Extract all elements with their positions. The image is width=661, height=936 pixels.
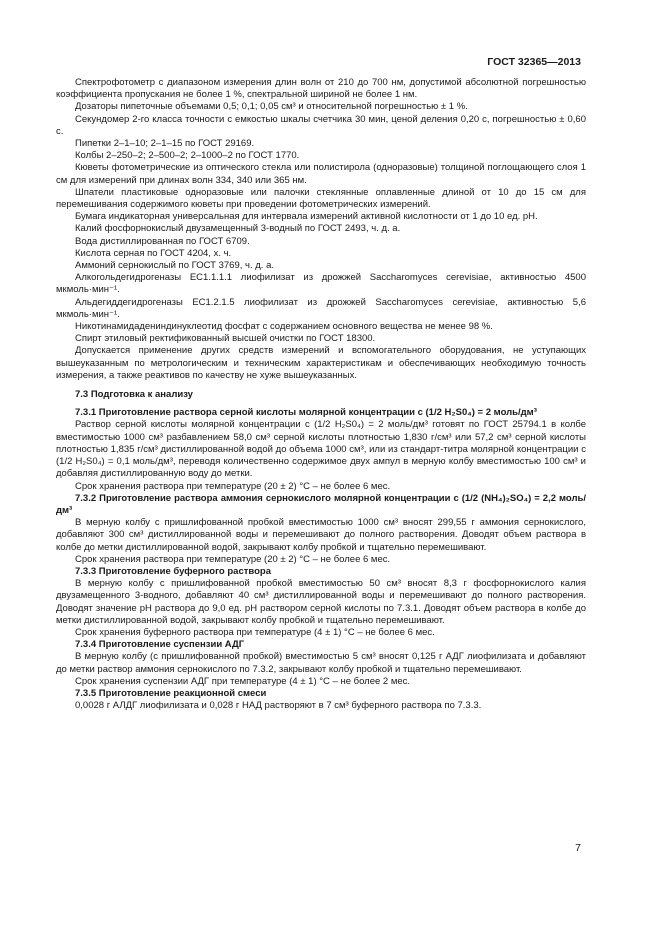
paragraph: Кислота серная по ГОСТ 4204, х. ч. xyxy=(75,247,232,259)
paragraph: В мерную колбу (с пришлифованной пробкой) вместимостью 5 см³ вносят 0,125 г АДГ лиофилизата и добавляют до метки раствор аммония сернокислого по 7.3.2, закрывают колбу пробкой и тщательно перемешивают. xyxy=(56,651,586,675)
paragraph: Раствор серной кислоты молярной концентрации с (1/2 H₂S0₄) = 2 моль/дм³ готовят по ГОСТ 25794.1 в колбе вместимостью 1000 см³ разбавлением 58,0 см³ серной кислоты плотностью 1,830 г/см³ или 57,2 см³ серной кислоты плотностью 1,835 г/см³ дистиллированной водой до объема 1000 см³, или из стандарт-титра молярной концентрации с (1/2 H₂S0₄) = 0,1 моль/дм³, переводя количественно содержимое двух ампул в мерную колбу вместимостью 100 см³ и добавляя дистиллированную воду до метки. xyxy=(56,419,586,480)
page-number: 7 xyxy=(575,842,581,854)
subsection-heading-7-3-5: 7.3.5 Приготовление реакционной смеси xyxy=(75,687,267,699)
document-header: ГОСТ 32365—2013 xyxy=(487,56,581,68)
paragraph: 0,0028 г АЛДГ лиофилизата и 0,028 г НАД растворяют в 7 см³ буферного раствора по 7.3.3. xyxy=(75,700,482,712)
paragraph: Срок хранения суспензии АДГ при температуре (4 ± 1) °С – не более 2 мес. xyxy=(75,675,411,687)
subsection-heading-7-3-3: 7.3.3 Приготовление буферного раствора xyxy=(75,565,271,577)
paragraph: Дозаторы пипеточные объемами 0,5; 0,1; 0,05 см³ и относительной погрешностью ± 1 %. xyxy=(75,101,468,113)
paragraph: Секундомер 2-го класса точности с емкостью шкалы счетчика 30 мин, ценой деления 0,20 с, погрешностью ± 0,60 с. xyxy=(56,113,586,137)
document-body xyxy=(56,77,586,712)
paragraph: Колбы 2–250–2; 2–500–2; 2–1000–2 по ГОСТ 1770. xyxy=(75,150,300,162)
paragraph: Пипетки 2–1–10; 2–1–15 по ГОСТ 29169. xyxy=(75,138,255,150)
paragraph: Калий фосфорнокислый двузамещенный 3-водный по ГОСТ 2493, ч. д. а. xyxy=(75,223,401,235)
paragraph: Шпатели пластиковые одноразовые или палочки стеклянные оплавленные длиной от 10 до 15 см для перемешивания содержимого кюветы при проведении фотометрических измерений. xyxy=(56,186,586,211)
paragraph: Допускается применение других средств измерений и вспомогательного оборудования, не уступающих вышеуказанным по метрологическим и техническим характеристикам и обеспечивающих необходимую точность измерения, а также реактивов по качеству не хуже вышеуказанных. xyxy=(56,345,586,381)
paragraph: Никотинамидадениндинуклеотид фосфат с содержанием основного вещества не менее 98 %. xyxy=(75,321,493,333)
paragraph: Срок хранения буферного раствора при температуре (4 ± 1) °С – не более 6 мес. xyxy=(75,626,435,638)
paragraph: Альдегиддегидрогеназы ЕС1.2.1.5 лиофилизат из дрожжей Saccharomyces cerevisiae, активностью 5,6 мкмоль·мин⁻¹. xyxy=(56,296,586,320)
subsection-heading-7-3-1: 7.3.1 Приготовление раствора серной кислоты молярной концентрации с (1/2 H₂S0₄) = 2 моль/дм³ xyxy=(75,407,537,419)
paragraph: Аммоний сернокислый по ГОСТ 3769, ч. д. а. xyxy=(75,260,274,272)
section-heading-7-3: 7.3 Подготовка к анализу xyxy=(75,389,193,401)
paragraph: Срок хранения раствора при температуре (20 ± 2) °С – не более 6 мес. xyxy=(75,480,391,492)
paragraph: В мерную колбу с пришлифованной пробкой вместимостью 50 см³ вносят 8,3 г фосфорнокислого калия двузамещенного 3-водного, добавляют 40 см³ дистиллированной воды и перемешивают до полного растворения. Доводят значение pH раствора до 9,0 ед. pH раствором серной кислоты по 7.3.1. Доводят объем раствора в колбе до метки дистиллированной водой, закрывают колбу пробкой и тщательно перемешивают. xyxy=(56,578,586,626)
paragraph: В мерную колбу с пришлифованной пробкой вместимостью 1000 см³ вносят 299,55 г аммония сернокислого, добавляют 300 см³ дистиллированной воды и перемешивают до полного растворения. Доводят объем раствора в колбе до метки дистиллированной водой, закрывают колбу пробкой и тщательно перемешивают. xyxy=(56,517,586,553)
subsection-heading-7-3-4: 7.3.4 Приготовление суспензии АДГ xyxy=(75,639,245,651)
paragraph: Алкогольдегидрогеназы ЕС1.1.1.1 лиофилизат из дрожжей Saccharomyces cerevisiae, активностью 4500 мкмоль·мин⁻¹. xyxy=(56,272,586,296)
paragraph: Срок хранения раствора при температуре (20 ± 2) °С – не более 6 мес. xyxy=(75,553,391,565)
subsection-heading-7-3-2: 7.3.2 Приготовление раствора аммония сернокислого молярной концентрации с (1/2 (NH₄)₂SO₄) = 2,2 моль/дм³ xyxy=(56,492,586,516)
paragraph: Спектрофотометр с диапазоном измерения длин волн от 210 до 700 нм, допустимой абсолютной погрешностью коэффициента пропускания не более 1 %, спектральной шириной не более 1 нм. xyxy=(56,77,586,101)
paragraph: Спирт этиловый ректификованный высшей очистки по ГОСТ 18300. xyxy=(75,333,376,345)
paragraph: Вода дистиллированная по ГОСТ 6709. xyxy=(75,235,250,247)
paragraph: Бумага индикаторная универсальная для интервала измерений активной кислотности от 1 до 10 ед. pH. xyxy=(75,211,538,223)
paragraph: Кюветы фотометрические из оптического стекла или полистирола (одноразовые) толщиной поглощающего слоя 1 см для измерений при длинах волн 334, 340 или 365 нм. xyxy=(56,162,586,186)
